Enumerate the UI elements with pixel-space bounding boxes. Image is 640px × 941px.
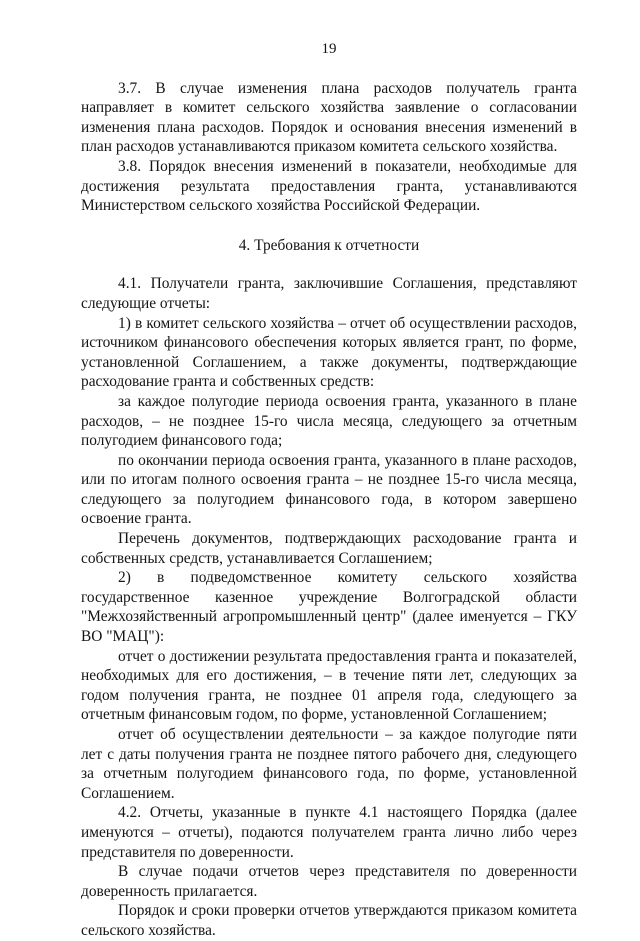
paragraph-4-1: 4.1. Получатели гранта, заключившие Соглашения, представляют следующие отчеты:: [81, 275, 577, 312]
section-heading: 4. Требования к отчетности: [238, 236, 420, 254]
paragraph-half-year: за каждое полугодие периода освоения гранта, указанного в плане расходов, – не позднее 15-го числа месяца, следующего за отчетным полугодием финансового года;: [81, 392, 577, 450]
paragraph-document-list: Перечень документов, подтверждающих расходование гранта и собственных средств, устанавливается Соглашением;: [81, 530, 577, 567]
paragraph-3-7: 3.7. В случае изменения плана расходов получатель гранта направляет в комитет сельского хозяйства заявление о согласовании изменения плана расходов. Порядок и основания внесения изменений в план расходов устанавливаются приказом комитета сельского хозяйства.: [81, 79, 577, 156]
paragraph-3-8: 3.8. Порядок внесения изменений в показатели, необходимые для достижения результата предоставления гранта, устанавливаются Министерством сельского хозяйства Российской Федерации.: [81, 157, 577, 215]
paragraph-item-2: 2) в подведомственное комитету сельского хозяйства государственное казенное учреждение Волгоградской области "Межхозяйственный агропромышленный центр" (далее именуется – ГКУ ВО "МАЦ"):: [81, 569, 577, 646]
paragraph-result-report: отчет о достижении результата предоставления гранта и показателей, необходимых для его достижения, – в течение пяти лет, следующих за годом получения гранта, не позднее 01 апреля года, следующего за отчетным финансовым годом, по форме, установленной Соглашением;: [81, 647, 577, 724]
paragraph-item-1: 1) в комитет сельского хозяйства – отчет об осуществлении расходов, источником финансового обеспечения которых является грант, по форме, установленной Соглашением, а также документы, подтверждающие расходование гранта и собственных средств:: [81, 314, 577, 391]
page-number: 19: [321, 41, 337, 57]
paragraph-proxy: В случае подачи отчетов через представителя по доверенности доверенность прилагается.: [81, 863, 577, 900]
document-page: [81, 40, 577, 941]
paragraph-4-2: 4.2. Отчеты, указанные в пункте 4.1 настоящего Порядка (далее именуются – отчеты), подаются получателем гранта лично либо через представителя по доверенности.: [81, 804, 577, 861]
paragraph-period-end: по окончании периода освоения гранта, указанного в плане расходов, или по итогам полного освоения гранта – не позднее 15-го числа месяца, следующего за полугодием финансового года, в котором завершено освоение гранта.: [81, 451, 577, 528]
paragraph-verification: Порядок и сроки проверки отчетов утверждаются приказом комитета сельского хозяйства.: [81, 902, 577, 939]
paragraph-activity-report: отчет об осуществлении деятельности – за каждое полугодие пяти лет с даты получения гранта не позднее пятого рабочего дня, следующего за отчетным полугодием финансового года, по форме, установленной Соглашением.: [81, 726, 577, 802]
